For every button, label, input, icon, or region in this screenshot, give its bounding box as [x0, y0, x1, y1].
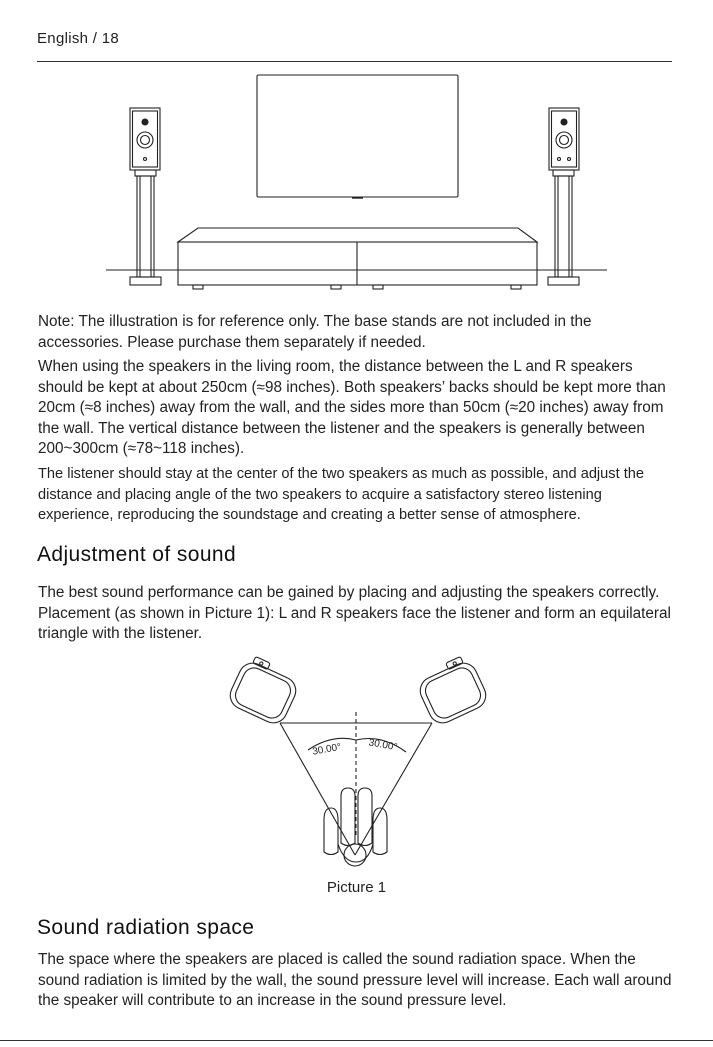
- left-speaker-top-view: [226, 653, 303, 727]
- left-angle-label: 30.00°: [311, 741, 343, 758]
- note-paragraph: Note: The illustration is for reference only. The base stands are not included in the accessories. Please purchase them separately if needed.: [38, 313, 592, 351]
- adjustment-paragraph: The best sound performance can be gained by placing and adjusting the speakers correctly. Placement (as shown in Picture 1): L and R speakers face the listener and form an equilateral triangle with the listener.: [38, 584, 671, 642]
- radiation-paragraph: The space where the speakers are placed is called the sound radiation space. When the sound radiation is limited by the wall, the sound pressure level will increase. Each wall around the speaker will contribute to an increase in the sound pressure level.: [38, 951, 672, 1009]
- tv-screen: [257, 75, 458, 197]
- section-heading-adjustment: Adjustment of sound: [37, 543, 237, 566]
- living-room-illustration: [0, 68, 713, 300]
- figure-caption: Picture 1: [326, 879, 387, 896]
- section-heading-radiation: Sound radiation space: [37, 916, 255, 939]
- placement-paragraph: When using the speakers in the living room, the distance between the L and R speakers should be kept at about 250cm (≈98 inches). Both speakers’ backs should be kept more than 20cm (≈8 inches) away from the wall, and the sides more than 50cm (≈20 inches) away from the wall. The vertical distance between the listener and the speakers is generally between 200~300cm (≈78~118 inches).: [38, 358, 666, 457]
- listener-paragraph: The listener should stay at the center of the two speakers as much as possible, and adjust the distance and placing angle of the two speakers to acquire a satisfactory stereo listening experience, reproducing the soundstage and creating a better sense of atmosphere.: [38, 466, 644, 523]
- right-speaker-top-view: [413, 653, 490, 727]
- footer-divider: [0, 1040, 713, 1041]
- right-speaker-on-stand: [548, 108, 579, 285]
- right-angle-label: 30.00°: [367, 737, 399, 754]
- tv-cabinet: [178, 228, 537, 289]
- header-divider: [37, 61, 672, 62]
- equilateral-triangle-diagram: [200, 648, 520, 880]
- page-header: English / 18: [37, 30, 119, 47]
- left-speaker-on-stand: [130, 108, 161, 285]
